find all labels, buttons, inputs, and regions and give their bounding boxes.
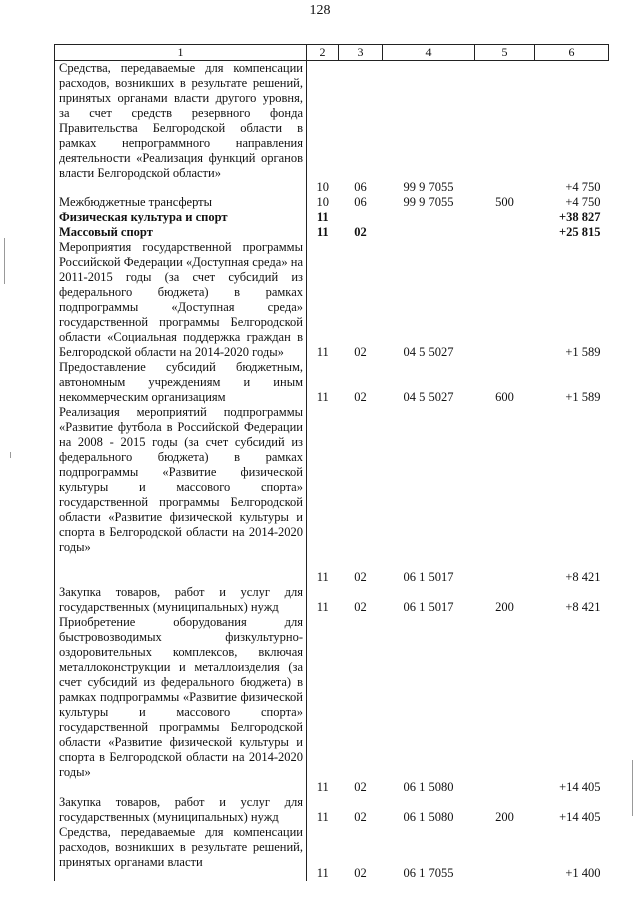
row-name: Мероприятия государственной программы Российской Федерации «Доступная среда» на 2011-2015 годы (за счет субсидий из федерального бюджета) в рамках подпрограммы «Доступная среда» государственной программы Белгородской области «Социальная поддержка граждан в Белгородской области на 2014-2020 годы» [55,240,307,360]
row-name: Средства, передаваемые для компенсации расходов, возникших в результате решений, принятых органами власти другого уровня, за счет средств резервного фонда Правительства Белгородской области в рамках непрограммного направления деятельности «Реализация функций органов власти Белгородской области» [55,61,307,195]
row-pr: 02 [354,389,367,404]
row-pr: 06 [354,194,367,209]
row-vr: 200 [495,809,514,824]
row-name: Приобретение оборудования для быстровозводимых физкультурно-оздоровительных комплексов, включая металлоконструкции и металлоизделия (за счет субсидий из федерального бюджета) в рамках подпрограммы «Развитие физической культуры и массового спорта» государственной программы Белгородской области «Развитие физической культуры и спорта в Белгородской области на 2014-2020 годы» [55,615,307,795]
row-pr: 02 [354,865,367,880]
scan-artifact [632,760,633,816]
row-pr: 02 [354,779,367,794]
row-csr: 06 1 5080 [403,809,454,824]
table-row [55,825,609,881]
row-rz: 11 [316,224,329,239]
header-col-3: 3 [339,45,383,61]
row-vr [475,225,535,240]
table-header [55,45,609,61]
row-sum: +8 421 [565,569,601,584]
row-sum: +14 405 [559,779,601,794]
row-pr: 02 [354,599,367,614]
header-col-2: 2 [307,45,339,61]
row-sum: +25 815 [559,224,601,239]
row-name: Реализация мероприятий подпрограммы «Развитие футбола в Российской Федерации на 2008 - 2015 годы (за счет субсидий из федерального бюджета) в рамках подпрограммы «Развитие физической культуры и массового спорта» государственной программы Белгородской области «Развитие физической культуры и спорта в Белгородской области на 2014-2020 годы» [55,405,307,585]
row-rz: 11 [316,209,329,224]
budget-table [54,44,609,881]
row-pr: 02 [354,224,367,239]
table-row [55,795,609,825]
row-name: Средства, передаваемые для компенсации расходов, возникших в результате решений, принятых органами власти [55,825,307,881]
row-name: Физическая культура и спорт [55,210,307,225]
table-body [55,61,609,881]
row-vr [475,210,535,225]
scan-artifact [10,452,11,458]
row-vr [475,240,535,360]
row-sum: +1 589 [565,344,601,359]
row-vr [475,825,535,881]
row-pr: 02 [354,809,367,824]
table-row [55,585,609,615]
row-vr: 500 [495,194,514,209]
header-col-6: 6 [535,45,609,61]
table-row [55,195,609,210]
row-csr: 99 9 7055 [403,194,454,209]
row-csr: 06 1 7055 [403,865,454,880]
table-row [55,360,609,405]
row-sum: +4 750 [565,194,601,209]
row-rz: 11 [316,344,329,359]
row-vr [475,61,535,195]
row-rz: 11 [316,389,329,404]
row-pr [339,210,383,225]
row-rz: 10 [316,179,329,194]
row-csr: 99 9 7055 [403,179,454,194]
row-sum: +1 589 [565,389,601,404]
scan-artifact [4,238,5,284]
row-pr: 02 [354,344,367,359]
header-col-5: 5 [475,45,535,61]
header-col-1: 1 [55,45,307,61]
row-name: Предоставление субсидий бюджетным, автономным учреждениям и иным некоммерческим организациям [55,360,307,405]
row-rz: 11 [316,809,329,824]
row-name: Закупка товаров, работ и услуг для государственных (муниципальных) нужд [55,585,307,615]
row-vr: 200 [495,599,514,614]
row-rz: 11 [316,779,329,794]
row-csr: 04 5 5027 [403,389,454,404]
row-csr: 06 1 5017 [403,569,454,584]
row-pr: 02 [354,569,367,584]
row-rz: 11 [316,865,329,880]
table-row [55,615,609,795]
table-row [55,61,609,195]
row-pr: 06 [354,179,367,194]
row-name: Массовый спорт [55,225,307,240]
row-name: Закупка товаров, работ и услуг для государственных (муниципальных) нужд [55,795,307,825]
header-col-4: 4 [383,45,475,61]
row-csr: 06 1 5017 [403,599,454,614]
page-number: 128 [309,3,331,18]
table-row [55,405,609,585]
row-sum: +4 750 [565,179,601,194]
row-rz: 10 [316,194,329,209]
row-vr: 600 [495,389,514,404]
row-csr: 06 1 5080 [403,779,454,794]
table-row [55,225,609,240]
row-rz: 11 [316,569,329,584]
row-sum: +8 421 [565,599,601,614]
row-vr [475,615,535,795]
row-rz: 11 [316,599,329,614]
row-csr [383,210,475,225]
row-sum: +38 827 [559,209,601,224]
table-row [55,210,609,225]
row-name: Межбюджетные трансферты [55,195,307,210]
row-sum: +14 405 [559,809,601,824]
row-sum: +1 400 [565,865,601,880]
row-vr [475,405,535,585]
row-csr [383,225,475,240]
row-csr: 04 5 5027 [403,344,454,359]
table-row [55,240,609,360]
